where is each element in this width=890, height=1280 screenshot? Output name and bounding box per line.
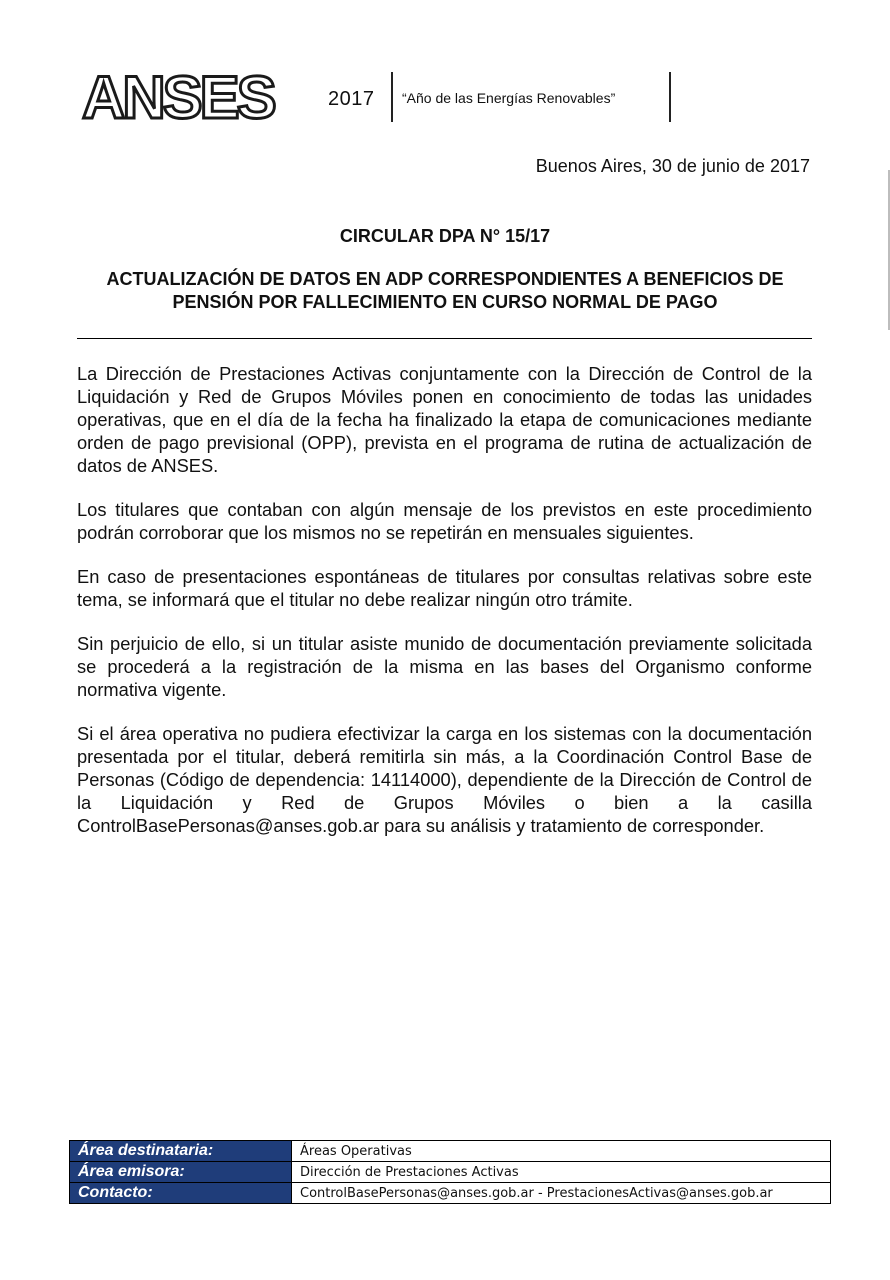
paragraph: En caso de presentaciones espontáneas de titulares por consultas relativas sobre este tema, se informará que el titular no debe realizar ningún otro trámite.	[77, 566, 812, 610]
table-row	[70, 1141, 831, 1162]
paragraph: Los titulares que contaban con algún mensaje de los previstos en este procedimiento podrán corroborar que los mismos no se repetirán en mensuales siguientes.	[77, 499, 812, 543]
table-row	[70, 1183, 831, 1204]
header-divider	[391, 72, 393, 122]
header-divider	[669, 72, 671, 122]
paragraph: La Dirección de Prestaciones Activas conjuntamente con la Dirección de Control de la Liquidación y Red de Grupos Móviles ponen en conocimiento de todas las unidades operativas, que en el día de la fecha ha finalizado la etapa de comunicaciones mediante orden de pago previsional (OPP), prevista en el programa de rutina de actualización de datos de ANSES.	[77, 363, 812, 476]
subject-heading: ACTUALIZACIÓN DE DATOS EN ADP CORRESPONDIENTES A BENEFICIOS DE PENSIÓN POR FALLECIMIENTO EN CURSO NORMAL DE PAGO	[106, 269, 784, 312]
row-value: Áreas Operativas	[292, 1141, 831, 1162]
info-table	[69, 1140, 831, 1204]
paragraph: Sin perjuicio de ello, si un titular asiste munido de documentación previamente solicitada se procederá a la registración de la misma en las bases del Organismo conforme normativa vigente.	[77, 633, 812, 700]
row-label: Área destinataria:	[70, 1141, 292, 1162]
heading-rule	[77, 338, 812, 339]
header-motto: “Año de las Energías Renovables”	[402, 90, 616, 106]
circular-number: CIRCULAR DPA N° 15/17	[339, 226, 551, 246]
logo-wordmark: ANSES	[82, 68, 274, 126]
paragraph: Si el área operativa no pudiera efectivizar la carga en los sistemas con la documentación presentada por el titular, deberá remitirla sin más, a la Coordinación Control Base de Personas (Código de dependencia: 14114000), dependiente de la Dirección de Control de la Liquidación y Red de Grupos Móviles o bien a la casilla ControlBasePersonas@anses.gob.ar para su análisis y tratamiento de corresponder.	[77, 723, 812, 836]
row-value: ControlBasePersonas@anses.gob.ar - PrestacionesActivas@anses.gob.ar	[292, 1183, 831, 1204]
table-row	[70, 1162, 831, 1183]
row-value: Dirección de Prestaciones Activas	[292, 1162, 831, 1183]
letterhead	[80, 64, 780, 124]
row-label: Contacto:	[70, 1183, 292, 1204]
anses-logo	[80, 68, 298, 126]
row-label: Área emisora:	[70, 1162, 292, 1183]
header-year: 2017	[328, 88, 375, 110]
circular-body	[77, 362, 812, 858]
date-line: Buenos Aires, 30 de junio de 2017	[535, 156, 810, 176]
